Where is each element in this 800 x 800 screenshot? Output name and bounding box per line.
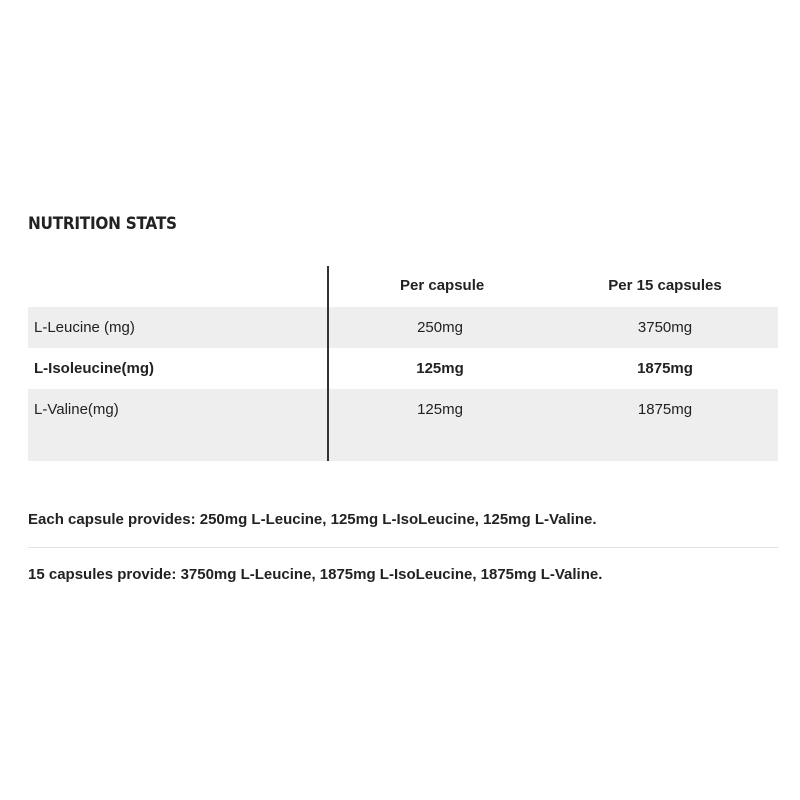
nutrient-name: L-Isoleucine(mg) bbox=[34, 360, 155, 377]
table-row bbox=[28, 389, 778, 461]
column-divider bbox=[327, 266, 329, 461]
per-capsule-value: 125mg bbox=[416, 360, 464, 377]
header-cell-per-15-capsules: Per 15 capsules bbox=[608, 277, 722, 294]
per-capsule-value: 250mg bbox=[417, 319, 463, 336]
per-15-capsules-summary: 15 capsules provide: 3750mg L-Leucine, 1875mg L-IsoLeucine, 1875mg L-Valine. bbox=[28, 566, 603, 583]
per-15-capsules-value: 1875mg bbox=[637, 360, 693, 377]
table-row bbox=[28, 307, 778, 348]
per-15-capsules-value: 1875mg bbox=[637, 401, 693, 418]
nutrient-name: L-Leucine (mg) bbox=[34, 319, 135, 336]
per-capsule-summary: Each capsule provides: 250mg L-Leucine, 125mg L-IsoLeucine, 125mg L-Valine. bbox=[28, 511, 597, 528]
summary-divider bbox=[28, 547, 778, 548]
header-cell-per-capsule: Per capsule bbox=[400, 277, 485, 294]
table-row bbox=[28, 348, 778, 389]
nutrition-table bbox=[28, 266, 778, 461]
section-title: NUTRITION STATS bbox=[28, 214, 177, 234]
table-header-row bbox=[28, 266, 778, 307]
per-15-capsules-value: 3750mg bbox=[637, 319, 693, 336]
per-capsule-value: 125mg bbox=[417, 401, 463, 418]
nutrient-name: L-Valine(mg) bbox=[34, 401, 119, 418]
